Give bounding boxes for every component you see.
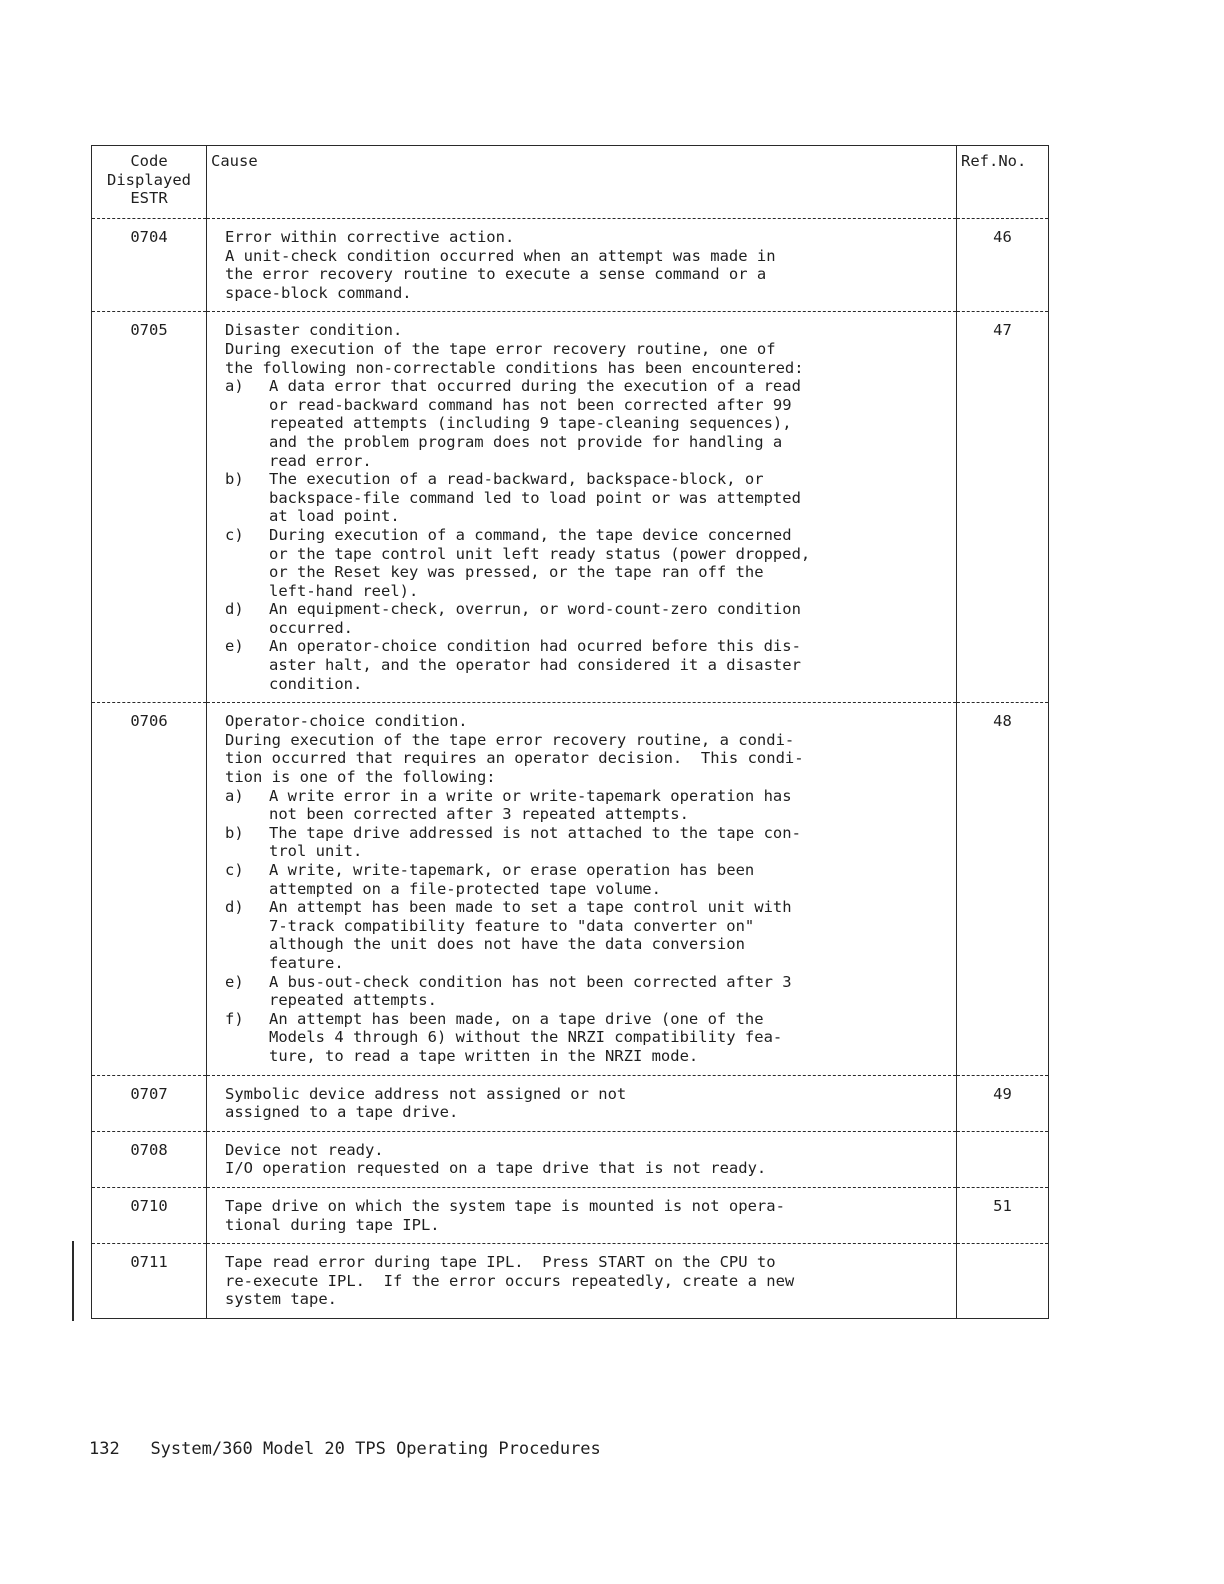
cause-list-item (225, 787, 946, 824)
cause-cell (207, 703, 957, 1075)
code-cell: 0705 (92, 312, 207, 703)
cause-list-item (225, 526, 946, 600)
list-item-line: occurred. (269, 618, 353, 637)
list-item-label: e) (225, 972, 244, 991)
cause-line: Tape drive on which the system tape is mounted is not opera- (225, 1196, 785, 1215)
code-cell: 0710 (92, 1187, 207, 1243)
header-ref-no: Ref.No. (957, 146, 1049, 219)
ref-no-cell (957, 1131, 1049, 1187)
list-item-line: An equipment-check, overrun, or word-count-zero condition (269, 600, 801, 619)
cause-list-item (225, 1010, 946, 1066)
list-item-line: read error. (269, 451, 372, 470)
cause-line: the error recovery routine to execute a sense command or a (225, 265, 767, 284)
table-row (92, 219, 1049, 312)
list-item-text (269, 861, 946, 898)
table-row (92, 1244, 1049, 1319)
ref-no-cell: 47 (957, 312, 1049, 703)
header-code-line1: Code (130, 152, 168, 170)
list-item-label: d) (225, 898, 244, 917)
cause-cell (207, 1187, 957, 1243)
page-number: 132 (89, 1439, 120, 1459)
list-item-text (269, 470, 946, 526)
list-item-line: repeated attempts. (269, 991, 437, 1010)
cause-line: Operator-choice condition. (225, 712, 468, 731)
list-item-text (269, 1010, 946, 1066)
cause-line: During execution of the tape error recovery routine, a condi- (225, 730, 795, 749)
table-row (92, 1075, 1049, 1131)
list-item-line: A bus-out-check condition has not been corrected after 3 (269, 972, 792, 991)
list-item-line: An attempt has been made to set a tape control unit with (269, 898, 792, 917)
list-item-text (269, 526, 946, 600)
list-item-line: An attempt has been made, on a tape drive (one of the (269, 1009, 764, 1028)
cause-cell (207, 312, 957, 703)
list-item-line: The tape drive addressed is not attached to the tape con- (269, 823, 801, 842)
list-item-line: Models 4 through 6) without the NRZI compatibility fea- (269, 1028, 783, 1047)
list-item-label: c) (225, 525, 244, 544)
page-footer (89, 1439, 601, 1459)
list-item-label: c) (225, 861, 244, 879)
cause-list-item (225, 600, 946, 637)
cause-list-item (225, 470, 946, 526)
ref-no-cell: 46 (957, 219, 1049, 312)
list-item-text (269, 973, 946, 1010)
list-item-line: although the unit does not have the data conversion (269, 935, 745, 954)
list-item-text (269, 377, 946, 470)
cause-line: assigned to a tape drive. (225, 1103, 459, 1122)
cause-list-item (225, 637, 946, 693)
list-item-text (269, 824, 946, 861)
header-code-line2: Displayed (107, 170, 191, 189)
table-row (92, 1187, 1049, 1243)
revision-bar (72, 1241, 74, 1321)
cause-list-item (225, 824, 946, 861)
cause-line: tion occurred that requires an operator decision. This condi- (225, 749, 804, 768)
list-item-label: b) (225, 470, 244, 489)
table-row (92, 312, 1049, 703)
code-cell: 0711 (92, 1244, 207, 1319)
list-item-line: backspace-file command led to load point or was attempted (269, 488, 801, 507)
list-item-line: or the tape control unit left ready status (power dropped, (269, 544, 811, 563)
list-item-line: ture, to read a tape written in the NRZI mode. (269, 1046, 699, 1065)
cause-line: Tape read error during tape IPL. Press START on the CPU to (225, 1253, 776, 1272)
cause-line: Symbolic device address not assigned or not (225, 1084, 627, 1103)
document-title: System/360 Model 20 TPS Operating Procedures (150, 1439, 601, 1459)
list-item-line: or the Reset key was pressed, or the tape ran off the (269, 563, 764, 582)
list-item-line: attempted on a file-protected tape volume. (269, 879, 661, 898)
list-item-text (269, 898, 946, 972)
cause-line: the following non-correctable conditions has been encountered: (225, 358, 804, 377)
cause-line: system tape. (225, 1290, 337, 1309)
list-item-line: feature. (269, 953, 344, 972)
list-item-line: left-hand reel). (269, 581, 419, 600)
cause-line: Error within corrective action. (225, 228, 515, 246)
cause-line: re-execute IPL. If the error occurs repeatedly, create a new (225, 1271, 795, 1290)
list-item-label: d) (225, 600, 244, 619)
cause-list-item (225, 898, 946, 972)
table-body (92, 219, 1049, 1319)
header-code-displayed (92, 146, 207, 219)
error-code-table (91, 145, 1049, 1319)
list-item-line: at load point. (269, 507, 400, 526)
cause-line: tional during tape IPL. (225, 1215, 440, 1234)
list-item-line: and the problem program does not provide for handling a (269, 432, 783, 451)
list-item-line: condition. (269, 674, 363, 693)
code-cell: 0708 (92, 1131, 207, 1187)
code-cell: 0706 (92, 703, 207, 1075)
cause-line: I/O operation requested on a tape drive that is not ready. (225, 1159, 767, 1178)
table-row (92, 703, 1049, 1075)
list-item-label: f) (225, 1009, 244, 1028)
table-header-row (92, 146, 1049, 219)
list-item-line: A write error in a write or write-tapemark operation has (269, 786, 792, 805)
ref-no-cell: 49 (957, 1075, 1049, 1131)
list-item-line: or read-backward command has not been corrected after 99 (269, 395, 792, 414)
cause-cell (207, 219, 957, 312)
list-item-line: aster halt, and the operator had considered it a disaster (269, 656, 801, 675)
cause-line: space-block command. (225, 283, 412, 302)
list-item-line: An operator-choice condition had ocurred before this dis- (269, 637, 801, 656)
list-item-text (269, 600, 946, 637)
list-item-line: A write, write-tapemark, or erase operation has been (269, 861, 755, 879)
ref-no-cell (957, 1244, 1049, 1319)
cause-line: A unit-check condition occurred when an attempt was made in (225, 246, 776, 265)
list-item-label: a) (225, 377, 244, 396)
cause-list-item (225, 973, 946, 1010)
cause-list-item (225, 377, 946, 470)
list-item-line: 7-track compatibility feature to "data converter on" (269, 916, 755, 935)
ref-no-cell: 51 (957, 1187, 1049, 1243)
ref-no-cell: 48 (957, 703, 1049, 1075)
cause-cell (207, 1244, 957, 1319)
code-cell: 0707 (92, 1075, 207, 1131)
header-cause: Cause (207, 146, 957, 219)
list-item-line: During execution of a command, the tape device concerned (269, 525, 792, 544)
cause-line: During execution of the tape error recovery routine, one of (225, 339, 776, 358)
cause-line: Device not ready. (225, 1140, 384, 1159)
cause-list-item (225, 861, 946, 898)
list-item-line: repeated attempts (including 9 tape-cleaning sequences), (269, 414, 792, 433)
list-item-text (269, 637, 946, 693)
cause-cell (207, 1075, 957, 1131)
cause-line: tion is one of the following: (225, 768, 496, 787)
list-item-label: b) (225, 823, 244, 842)
list-item-line: not been corrected after 3 repeated attempts. (269, 805, 689, 824)
code-cell: 0704 (92, 219, 207, 312)
list-item-line: The execution of a read-backward, backspace-block, or (269, 470, 764, 489)
cause-line: Disaster condition. (225, 321, 403, 340)
list-item-label: e) (225, 637, 244, 656)
table-row (92, 1131, 1049, 1187)
list-item-text (269, 787, 946, 824)
cause-cell (207, 1131, 957, 1187)
list-item-label: a) (225, 786, 244, 805)
list-item-line: trol unit. (269, 842, 363, 861)
list-item-line: A data error that occurred during the execution of a read (269, 377, 801, 396)
header-code-line3: ESTR (130, 189, 168, 208)
